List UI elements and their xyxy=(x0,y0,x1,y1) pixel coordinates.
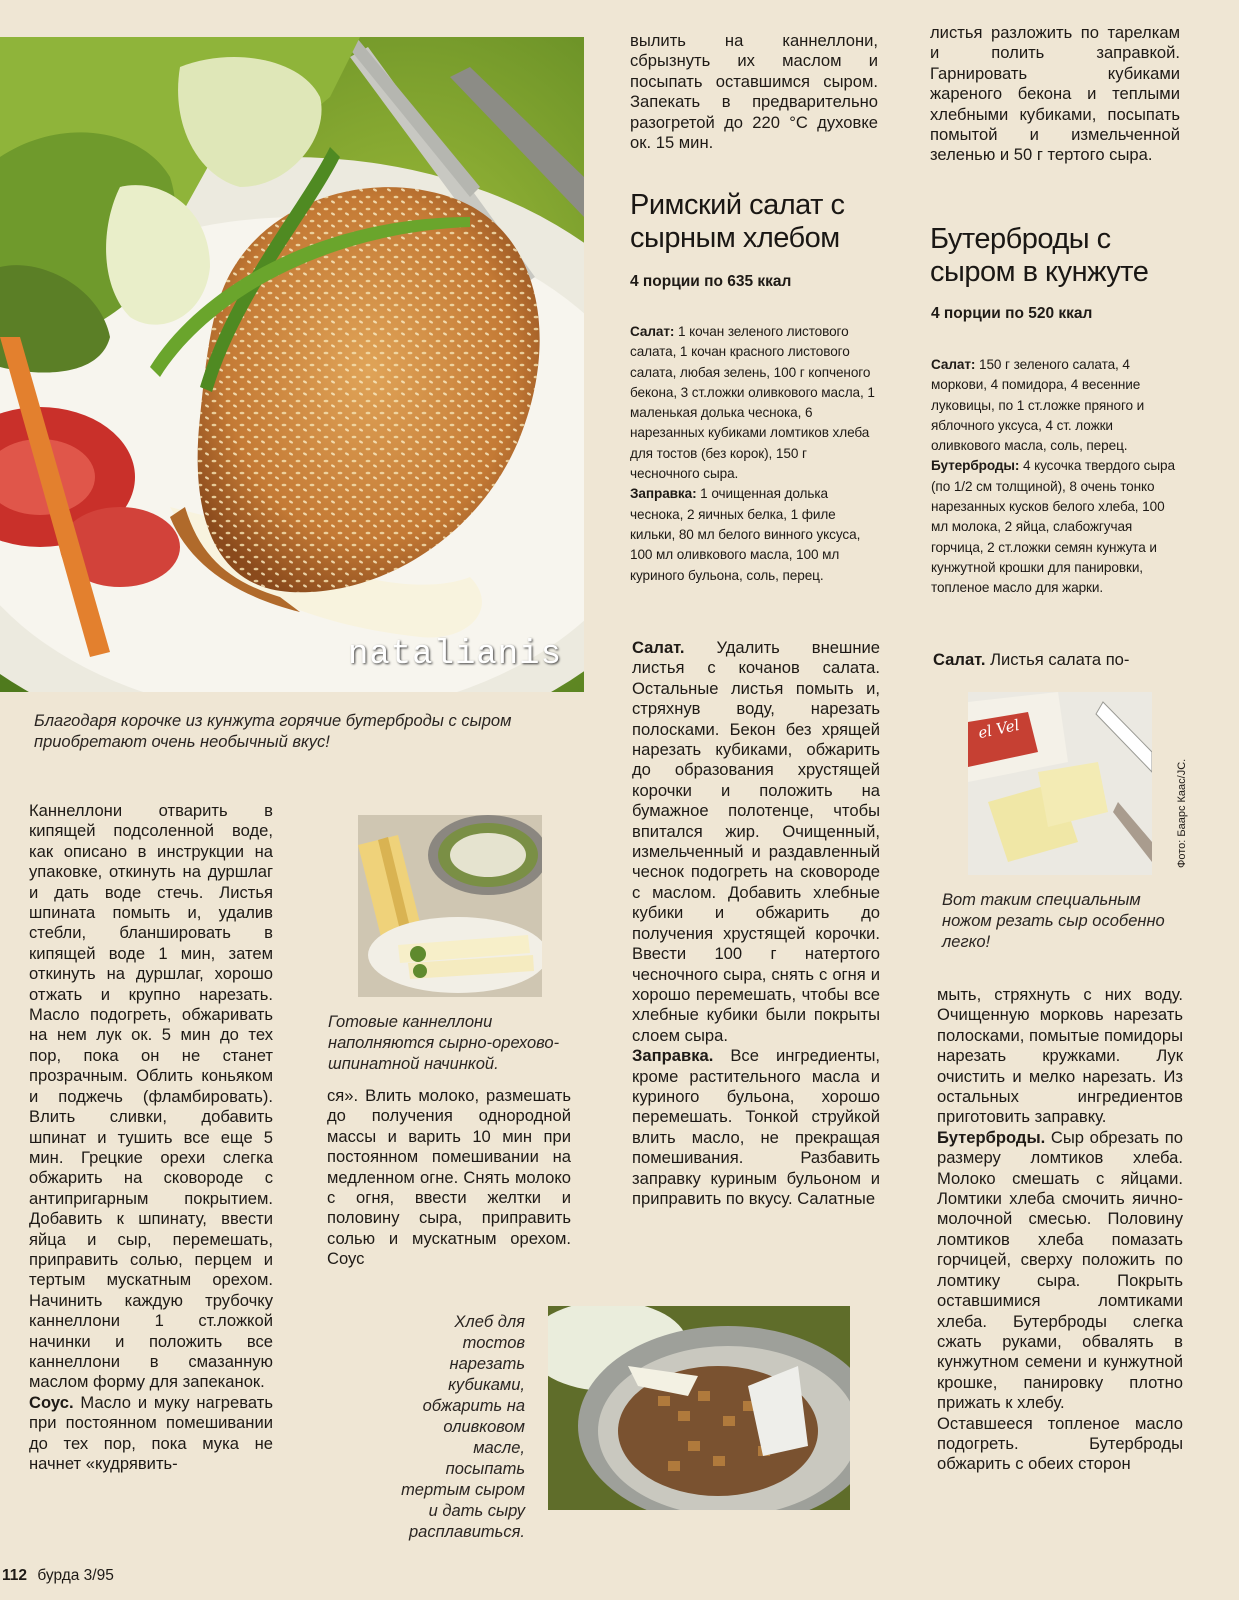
recipe2-title-line2: сырным хлебом xyxy=(630,222,840,254)
recipe2-ingr-dressing-label: Заправка: xyxy=(630,486,697,502)
bread-cubes-image xyxy=(548,1306,850,1510)
col-a-sauce-label: Соус. xyxy=(29,1392,74,1412)
cannelloni-image xyxy=(358,815,542,997)
recipe2-ingr-salad-text: 1 кочан зеленого листового салата, 1 кочан красного листового салата, любая зелень, 100 г копченого бекона, 3 ст.ложки оливкового масла, 1 маленькая долька чеснока, 6 нарезанных кубиками ломтиков хлеба для тостов (без корок), 150 г чесночного сыра. xyxy=(630,324,875,482)
magazine-issue: бурда 3/95 xyxy=(37,1567,114,1584)
recipe2-method-salad-label: Салат. xyxy=(632,638,685,657)
recipe3-method-salad-text: Листья салата по- xyxy=(985,650,1130,669)
recipe3-title-line2: сыром в кунжуте xyxy=(930,256,1149,288)
recipe3-ingredients xyxy=(931,355,1176,599)
col-a-sauce-text: Масло и муку нагревать при постоянном помешивании до тех пор, пока мука не начнет «кудрявить- xyxy=(29,1392,273,1473)
recipe2-method-dressing-label: Заправка. xyxy=(632,1046,714,1066)
recipe3-title-line1: Бутерброды с xyxy=(930,223,1111,255)
col-d-bottom-paragraph1: мыть, стряхнуть с них воду. Очищенную морковь нарезать полосками, помытые помидоры нарезать кружками. Лук очистить и мелко нарезать. Из остальных ингредиентов приготовить заправку. xyxy=(937,985,1183,1127)
recipe3-ingr-salad-text: 150 г зеленого салата, 4 моркови, 4 помидора, 4 весенние луковицы, по 1 ст.ложке пряного и яблочного уксуса, 4 ст. ложки оливкового масла, соль, перец. xyxy=(931,357,1145,454)
recipe2-method-dressing-text: Все ингредиенты, кроме растительного масла и куриного бульона, хорошо перемешать. Тонкой струйкой влить масло, не прекращая помешивания. Разбавить заправку куриным бульоном и приправить по вкусу. Салатные xyxy=(632,1046,880,1208)
main-food-photo xyxy=(0,37,584,692)
bread-cubes-caption: Хлеб для тостов нарезать кубиками, обжарить на оливковом масле, посыпать тертым сыром и дать сыру расплавиться. xyxy=(401,1313,525,1541)
recipe2-ingredients xyxy=(630,322,880,586)
col-d-sandwich-label: Бутерброды. xyxy=(937,1127,1046,1147)
main-photo-caption: Благодаря корочке из кунжута горячие бутерброды с сыром приобретают очень необычный вкус! xyxy=(34,712,512,751)
cannelloni-photo xyxy=(358,815,542,997)
col-d-bottom-paragraph2: Оставшееся топленое масло подогреть. Бутерброды обжарить с обеих сторон xyxy=(937,1413,1183,1474)
page-footer xyxy=(2,1567,114,1585)
cheese-cutter-caption: Вот таким специальным ножом резать сыр особенно легко! xyxy=(942,891,1165,951)
recipe2-portions: 4 порции по 635 ккал xyxy=(630,273,792,290)
recipe2-ingr-salad-label: Салат: xyxy=(630,324,675,339)
col-b-text: ся». Влить молоко, размешать до получения однородной массы и варить 10 мин при постоянном помешивании на медленном огне. Снять молоко с огня, ввести желтки и половину сыра, приправить солью и мускатным орехом. Соус xyxy=(327,1086,571,1269)
cannelloni-caption: Готовые каннеллони наполняются сырно-орехово-шпинатной начинкой. xyxy=(328,1013,560,1073)
recipe2-method-salad-text: Удалить внешние листья с кочанов салата. Остальные листья помыть и, стряхнув воду, нарезать полосками. Бекон без хрящей нарезать кубиками, обжарить до образования хрустящей корочки и положить на бумажное полотенце, чтобы впитался жир. Очищенный, измельченный и раздавленный чеснок подогреть на сковороде с маслом. Добавить хлебные кубики и обжарить до получения хрустящей корочки. Ввести 100 г натертого чесночного сыра, снять с огня и хорошо перемешать, чтобы все хлебные кубики были покрыты слоем сыра. xyxy=(632,638,880,1045)
recipe2-ingr-dressing-text: 1 очищенная долька чеснока, 2 яичных белка, 1 филе кильки, 80 мл белого винного уксуса, 100 мл оливкового масла, 100 мл куриного бульона, соль, перец. xyxy=(630,486,861,583)
col-d-sandwich-text: Сыр обрезать по размеру ломтиков хлеба. Молоко смешать с яйцами. Ломтики хлеба смочить яично-молочной смесью. Половину ломтиков хлеба помазать горчицей, сверху положить по ломтику сыра. Покрыть оставшимися ломтиками хлеба. Бутерброды слегка сжать руками, обвалять в кунжутном семени и кунжутной крошке, панировку плотно прижать к хлебу. xyxy=(937,1127,1183,1413)
recipe3-method-start xyxy=(933,650,1183,670)
recipe2-method xyxy=(632,638,880,1209)
cheese-cutter-photo xyxy=(968,692,1152,875)
sesame-sandwich-image xyxy=(0,37,584,692)
photo-watermark: natalianis xyxy=(347,636,562,674)
photo-credit: Фото: Баарс Каас/JC. xyxy=(1176,758,1188,868)
col-d-bottom-text xyxy=(937,985,1183,1475)
page-number: 112 xyxy=(2,1567,28,1584)
cheese-package-label: el Vel xyxy=(976,715,1021,743)
recipe3-method-salad-label: Салат. xyxy=(933,650,986,669)
recipe3-ingr-sandwich-text: 4 кусочка твердого сыра (по 1/2 см толщиной), 8 очень тонко нарезанных кусков белого хлеба, 100 мл молока, 2 яйца, слабожгучая горчица, 2 ст.ложки семян кунжута и кунжутной крошки для панировки, топленое масло для жарки. xyxy=(931,458,1175,596)
col-a-text xyxy=(29,801,273,1474)
col-c-top-text: вылить на каннеллони, сбрызнуть их маслом и посыпать оставшимся сыром. Запекать в предварительно разогретой до 220 °С духовке ок. 15 мин. xyxy=(630,31,878,153)
recipe2-title-line1: Римский салат с xyxy=(630,189,845,221)
col-a-paragraph1: Каннеллони отварить в кипящей подсоленной воде, как описано в инструкции на упаковке, откинуть на дуршлаг и дать воде стечь. Листья шпината помыть и, удалив стебли, бланшировать в кипящей воде 1 мин, затем откинуть на дуршлаг, хорошо отжать и крупно нарезать. Масло подогреть, обжаривать на нем лук ок. 5 мин до тех пор, пока он не станет прозрачным. Облить коньяком и поджечь (фламбировать). Влить сливки, добавить шпинат и тушить все еще 5 мин. Грецкие орехи слегка обжарить на сковороде с антипригарным покрытием. Добавить к шпинату, ввести яйца и сыр, перемешать, приправить солью, перцем и тертым мускатным орехом. Начинить каждую трубочку каннеллони 1 ст.ложкой начинки и положить все каннеллони в смазанную маслом форму для запеканок. xyxy=(29,801,273,1392)
bread-cubes-photo xyxy=(548,1306,850,1510)
recipe3-ingr-sandwich-label: Бутерброды: xyxy=(931,458,1020,474)
col-d-top-text: листья разложить по тарелкам и полить заправкой. Гарнировать кубиками жареного бекона и теплыми хлебными кубиками, посыпать помытой и измельченной зеленью и 50 г тертого сыра. xyxy=(930,23,1180,165)
recipe3-ingr-salad-label: Салат: xyxy=(931,357,976,372)
recipe3-portions: 4 порции по 520 ккал xyxy=(931,305,1093,322)
